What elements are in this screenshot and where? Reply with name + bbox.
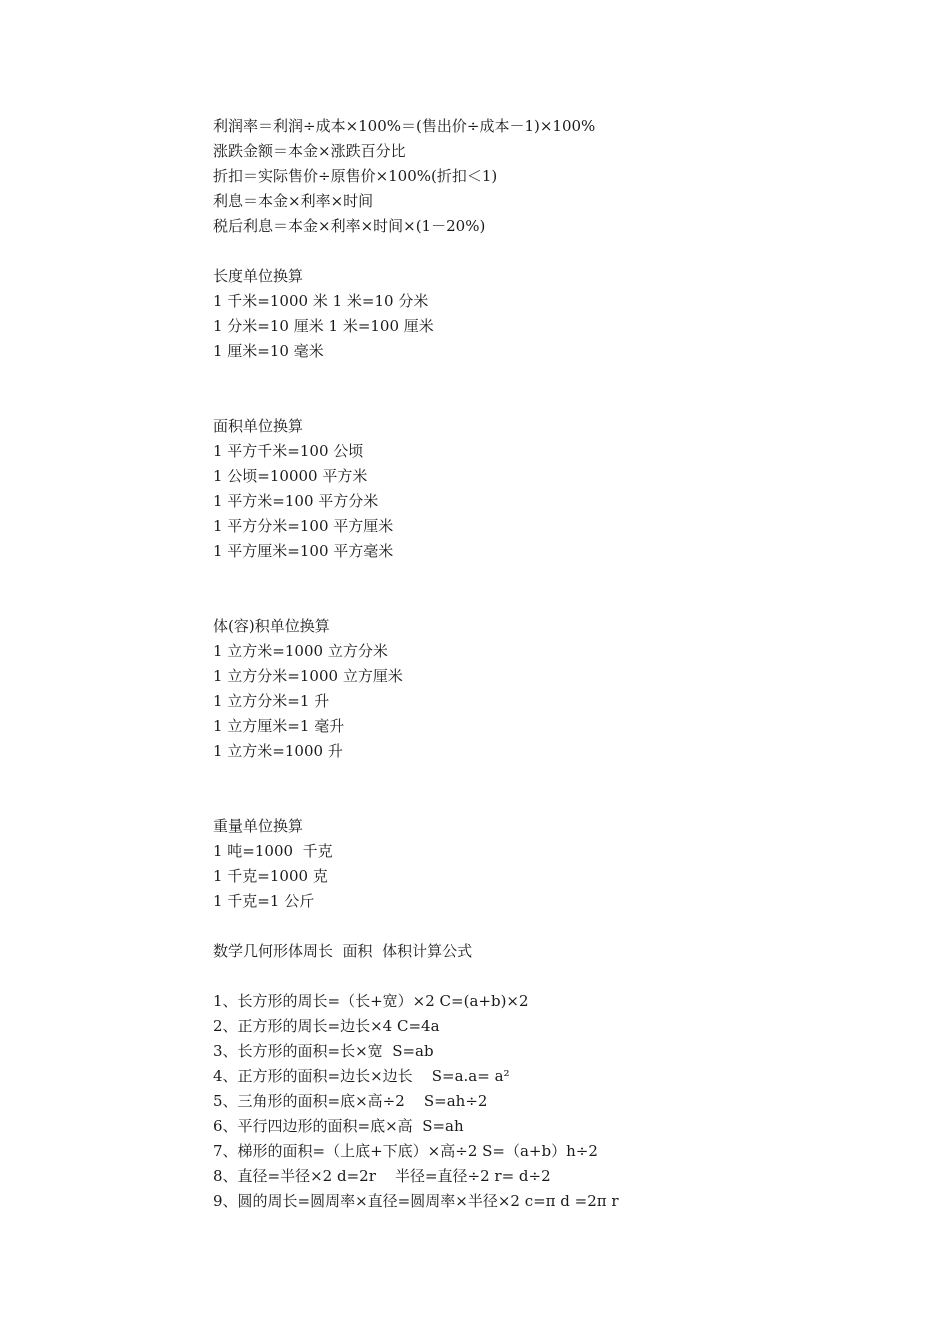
geometry-formula: 5、三角形的面积=底×高÷2 S=ah÷2 [213,1092,488,1110]
conversion-line: 1 平方分米=100 平方厘米 [213,517,394,535]
conversion-line: 1 吨=1000 千克 [213,842,333,860]
conversion-line: 1 立方厘米=1 毫升 [213,717,345,735]
volume-section [213,614,913,764]
conversion-line: 1 立方米=1000 立方分米 [213,642,388,660]
geometry-formula: 4、正方形的面积=边长×边长 S=a.a= a² [213,1067,510,1085]
geometry-formula: 7、梯形的面积=（上底+下底）×高÷2 S=（a+b）h÷2 [213,1142,598,1160]
conversion-line: 1 厘米=10 毫米 [213,342,324,360]
finance-section [213,114,913,239]
weight-section [213,814,913,914]
formula-change-amount: 涨跌金额＝本金×涨跌百分比 [213,142,406,160]
conversion-line: 1 千克=1 公斤 [213,892,315,910]
area-section [213,414,913,564]
section-heading: 数学几何形体周长 面积 体积计算公式 [213,942,473,960]
conversion-line: 1 千米=1000 米 1 米=10 分米 [213,292,429,310]
conversion-line: 1 平方千米=100 公顷 [213,442,364,460]
conversion-line: 1 立方米=1000 升 [213,742,343,760]
document-page [213,114,913,1214]
section-heading: 面积单位换算 [213,417,304,435]
formula-profit-rate: 利润率＝利润÷成本×100%＝(售出价÷成本－1)×100% [213,117,596,135]
geometry-formula: 1、长方形的周长=（长+宽）×2 C=(a+b)×2 [213,992,529,1010]
conversion-line: 1 平方米=100 平方分米 [213,492,379,510]
formula-discount: 折扣＝实际售价÷原售价×100%(折扣＜1) [213,167,498,185]
section-heading: 体(容)积单位换算 [213,617,330,635]
formula-interest: 利息＝本金×利率×时间 [213,192,374,210]
geometry-formula: 3、长方形的面积=长×宽 S=ab [213,1042,434,1060]
conversion-line: 1 立方分米=1 升 [213,692,330,710]
geometry-formula: 9、圆的周长=圆周率×直径=圆周率×半径×2 c=π d =2π r [213,1192,619,1210]
conversion-line: 1 千克=1000 克 [213,867,328,885]
geometry-section [213,989,913,1214]
length-section [213,264,913,364]
conversion-line: 1 公顷=10000 平方米 [213,467,368,485]
conversion-line: 1 平方厘米=100 平方毫米 [213,542,394,560]
conversion-line: 1 分米=10 厘米 1 米=100 厘米 [213,317,434,335]
section-heading: 长度单位换算 [213,267,304,285]
section-heading: 重量单位换算 [213,817,304,835]
geometry-formula: 8、直径=半径×2 d=2r 半径=直径÷2 r= d÷2 [213,1167,551,1185]
conversion-line: 1 立方分米=1000 立方厘米 [213,667,403,685]
geometry-formula: 6、平行四边形的面积=底×高 S=ah [213,1117,464,1135]
formula-after-tax-interest: 税后利息＝本金×利率×时间×(1－20%) [213,217,486,235]
geometry-formula: 2、正方形的周长=边长×4 C=4a [213,1017,440,1035]
